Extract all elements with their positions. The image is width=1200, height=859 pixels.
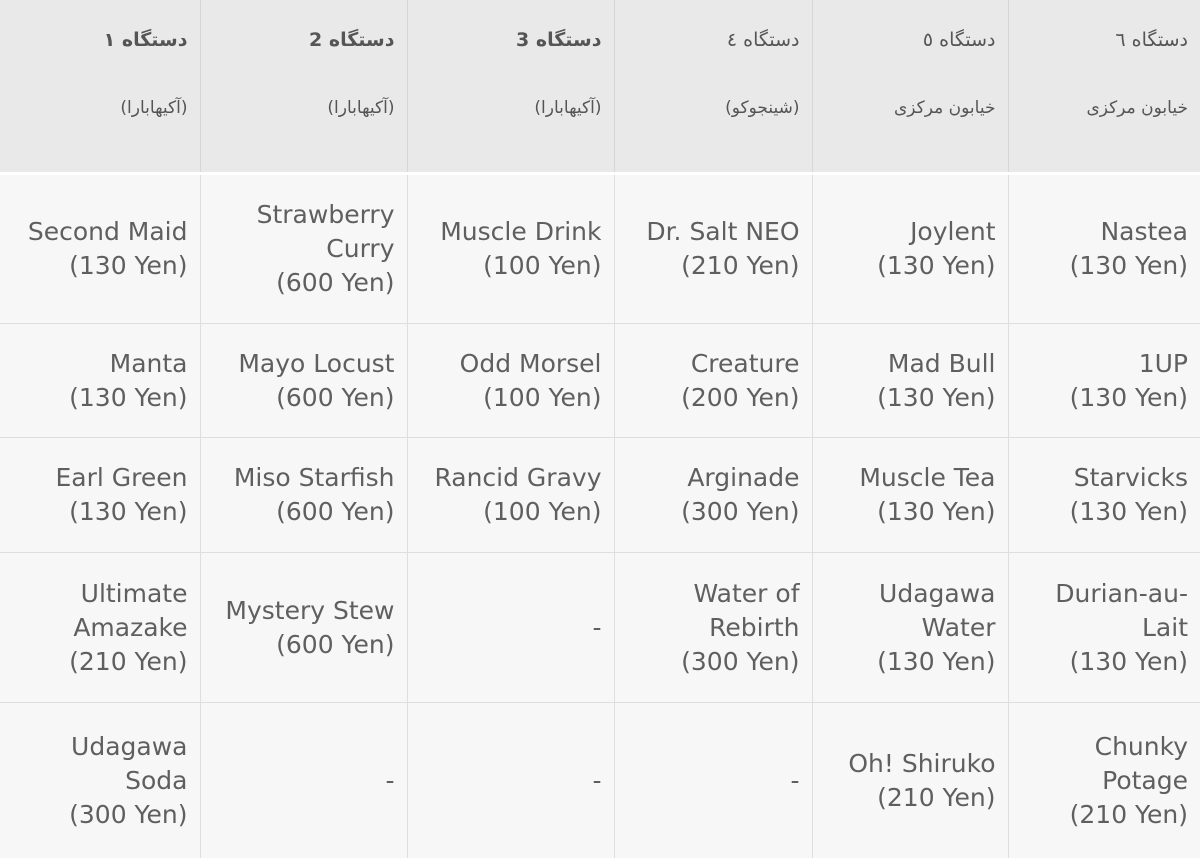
drink-cell	[812, 438, 1008, 553]
drink-name: Manta	[109, 348, 188, 378]
drink-name: Mystery Stew	[225, 595, 395, 625]
drink-price: (210 Yen)	[877, 782, 996, 812]
drink-price: (210 Yen)	[681, 251, 800, 280]
empty-cell	[614, 703, 812, 859]
drink-price: (130 Yen)	[69, 497, 188, 526]
machine-1-header	[0, 0, 200, 174]
machine-5-header	[812, 0, 1008, 174]
table-row	[0, 703, 1200, 859]
machine-location: (شینجوکو)	[725, 98, 800, 118]
drink-price: (130 Yen)	[69, 251, 188, 280]
drink-price: (210 Yen)	[1069, 799, 1188, 829]
drink-name: Second Maid	[27, 217, 188, 246]
drink-name: Earl Green	[55, 463, 188, 492]
drink-price: (100 Yen)	[483, 382, 602, 412]
drink-cell	[0, 703, 200, 859]
machine-location: (آکیهابارا)	[327, 98, 395, 118]
machine-location: خیابون مرکزی	[1086, 98, 1188, 118]
drink-cell	[407, 324, 614, 438]
drink-price: (130 Yen)	[877, 646, 996, 676]
drink-cell	[407, 438, 614, 553]
drink-cell	[812, 553, 1008, 703]
drink-cell	[614, 174, 812, 324]
machine-label: دستگاه ٦	[1115, 29, 1188, 51]
drink-price: (130 Yen)	[1069, 646, 1188, 676]
drink-name: Chunky Potage	[1094, 731, 1188, 795]
drink-price: (130 Yen)	[1069, 497, 1188, 526]
machine-label: دستگاه ٤	[726, 29, 800, 51]
machine-6-header	[1008, 0, 1200, 174]
drink-cell	[1008, 703, 1200, 859]
empty-marker: -	[790, 765, 800, 795]
machine-2-header	[200, 0, 407, 174]
empty-cell	[407, 703, 614, 859]
drink-name: Ultimate Amazake	[73, 578, 188, 642]
drink-price: (130 Yen)	[1069, 251, 1188, 280]
empty-cell	[200, 703, 407, 859]
drink-name: Nastea	[1100, 217, 1188, 246]
drink-cell	[614, 553, 812, 703]
drink-name: Water of Rebirth	[693, 578, 800, 642]
table-row	[0, 174, 1200, 324]
table-header-row	[0, 0, 1200, 174]
drink-cell	[0, 438, 200, 553]
machine-label: دستگاه 2	[309, 29, 395, 51]
drink-cell	[200, 174, 407, 324]
drink-name: Durian-au-Lait	[1055, 578, 1188, 642]
drink-cell	[614, 438, 812, 553]
drink-cell	[812, 324, 1008, 438]
drink-name: Udagawa Soda	[71, 731, 188, 795]
machine-location: (آکیهابارا)	[120, 98, 188, 118]
machine-3-header	[407, 0, 614, 174]
empty-marker: -	[385, 765, 395, 795]
drink-price: (600 Yen)	[276, 268, 395, 297]
drink-price: (100 Yen)	[483, 497, 602, 526]
empty-cell	[407, 553, 614, 703]
machine-location: خیابون مرکزی	[894, 98, 996, 118]
drink-price: (130 Yen)	[877, 251, 996, 280]
drink-cell	[407, 174, 614, 324]
drink-name: Odd Morsel	[459, 348, 602, 378]
drink-name: Mad Bull	[887, 348, 996, 378]
drink-price: (130 Yen)	[1069, 382, 1188, 412]
drink-name: Dr. Salt NEO	[646, 217, 800, 246]
drink-name: Udagawa Water	[879, 578, 996, 642]
drink-price: (130 Yen)	[69, 382, 188, 412]
drink-cell	[812, 703, 1008, 859]
drink-cell	[1008, 324, 1200, 438]
drink-cell	[0, 553, 200, 703]
drink-cell	[812, 174, 1008, 324]
drink-price: (600 Yen)	[276, 497, 395, 526]
drink-price: (300 Yen)	[681, 497, 800, 526]
table-row	[0, 324, 1200, 438]
drink-cell	[1008, 553, 1200, 703]
drink-cell	[200, 553, 407, 703]
drink-name: Mayo Locust	[238, 348, 395, 378]
drink-name: 1UP	[1138, 348, 1188, 378]
machine-4-header	[614, 0, 812, 174]
drink-name: Joylent	[910, 217, 996, 246]
drink-cell	[200, 438, 407, 553]
empty-marker: -	[592, 765, 602, 795]
drink-name: Muscle Drink	[440, 217, 602, 246]
drink-name: Muscle Tea	[859, 463, 996, 492]
machine-location: (آکیهابارا)	[534, 98, 602, 118]
drink-name: Creature	[690, 348, 800, 378]
drink-price: (100 Yen)	[483, 251, 602, 280]
drink-price: (600 Yen)	[276, 629, 395, 659]
machine-label: دستگاه ٥	[922, 29, 996, 51]
drink-name: Rancid Gravy	[434, 463, 602, 492]
drink-cell	[0, 324, 200, 438]
drink-cell	[200, 324, 407, 438]
drink-name: Miso Starfish	[233, 463, 395, 492]
drink-price: (300 Yen)	[69, 799, 188, 829]
drink-price: (210 Yen)	[69, 646, 188, 676]
drink-name: Arginade	[687, 463, 800, 492]
machine-label: دستگاه ۱	[103, 29, 188, 51]
drink-price: (600 Yen)	[276, 382, 395, 412]
drink-name: Starvicks	[1073, 463, 1188, 492]
drink-cell	[1008, 438, 1200, 553]
drink-price: (130 Yen)	[877, 497, 996, 526]
drink-price: (300 Yen)	[681, 646, 800, 676]
drink-name: Oh! Shiruko	[848, 748, 996, 778]
drink-price: (200 Yen)	[681, 382, 800, 412]
drink-cell	[0, 174, 200, 324]
machine-label: دستگاه 3	[516, 29, 602, 51]
drink-price: (130 Yen)	[877, 382, 996, 412]
drink-name: Strawberry Curry	[256, 200, 395, 263]
table-row	[0, 553, 1200, 703]
drink-cell	[614, 324, 812, 438]
drink-cell	[1008, 174, 1200, 324]
empty-marker: -	[592, 612, 602, 642]
table-row	[0, 438, 1200, 553]
